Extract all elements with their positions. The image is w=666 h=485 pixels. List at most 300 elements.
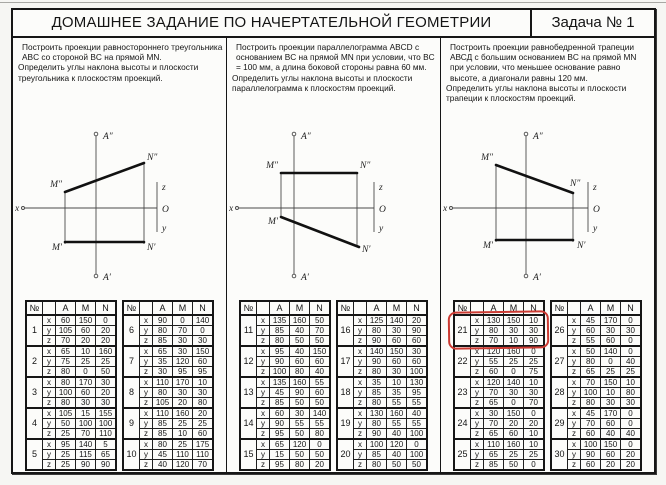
table-cell: 60 — [581, 326, 601, 336]
table-cell: 80 — [56, 377, 76, 388]
table-cell: 0 — [621, 336, 642, 347]
table-header-cell: N — [310, 301, 331, 315]
table-cell: 105 — [56, 326, 76, 336]
table-cell: 40 — [621, 357, 642, 367]
table-cell: y — [257, 419, 270, 429]
table-cell: 50 — [310, 398, 331, 409]
table-cell: z — [354, 429, 367, 440]
table-cell: 100 — [407, 429, 428, 440]
diagram-area-2 — [227, 120, 440, 298]
table-cell: 50 — [310, 450, 331, 460]
table-header-cell — [568, 301, 581, 315]
variant-tables-1 — [13, 298, 226, 472]
table-cell: 140 — [504, 377, 524, 388]
table-cell: 20 — [524, 419, 545, 429]
table-cell: 0 — [621, 408, 642, 419]
label-origin: O — [378, 205, 386, 215]
table-cell: 80 — [367, 326, 387, 336]
table-cell: 25 — [524, 450, 545, 460]
table-cell: y — [257, 450, 270, 460]
label-n1: N′ — [361, 245, 370, 255]
table-cell: 50 — [290, 450, 310, 460]
table-cell: 26 — [551, 315, 568, 346]
table-cell: 0 — [524, 346, 545, 357]
table-cell: 30 — [193, 388, 214, 398]
table-cell: 23 — [454, 377, 471, 408]
table-cell: 130 — [484, 315, 504, 326]
table-header-cell — [354, 301, 367, 315]
table-cell: 30 — [524, 388, 545, 398]
table-header-cell: M — [76, 301, 96, 315]
table-cell: y — [140, 419, 153, 429]
table-cell: z — [568, 398, 581, 409]
table-cell: 30 — [96, 377, 117, 388]
table-header-cell: M — [173, 301, 193, 315]
table-cell: 95 — [270, 460, 290, 471]
table-cell: 10 — [524, 377, 545, 388]
table-cell: 80 — [367, 460, 387, 471]
table-header-cell: № — [26, 301, 43, 315]
table-cell: 0 — [193, 326, 214, 336]
table-cell: 50 — [581, 346, 601, 357]
table-cell: 140 — [387, 315, 407, 326]
table-cell: z — [43, 429, 56, 440]
table-cell: 25 — [504, 450, 524, 460]
work-column-1 — [13, 38, 227, 472]
table-cell: z — [354, 398, 367, 409]
table-cell: 80 — [193, 398, 214, 409]
table-cell: 60 — [581, 460, 601, 471]
table-cell: 70 — [484, 419, 504, 429]
table-cell: 155 — [96, 408, 117, 419]
task-paragraph: Построить проекции равностороннего треугольника ABC со стороной BC на прямой MN. — [22, 42, 223, 63]
table-cell: 0 — [407, 439, 428, 450]
table-cell: y — [471, 419, 484, 429]
table-cell: 50 — [310, 336, 331, 347]
table-cell: 170 — [173, 377, 193, 388]
table-cell: z — [140, 460, 153, 471]
table-cell: 30 — [387, 326, 407, 336]
table-cell: z — [257, 336, 270, 347]
table-cell: x — [354, 346, 367, 357]
table-header-cell: N — [193, 301, 214, 315]
table-cell: 70 — [484, 336, 504, 347]
table-cell: 110 — [153, 408, 173, 419]
table-cell: 90 — [367, 357, 387, 367]
table-cell: 60 — [76, 326, 96, 336]
table-cell: 0 — [621, 419, 642, 429]
table-cell: x — [140, 439, 153, 450]
table-cell: 30 — [504, 326, 524, 336]
table-cell: 70 — [193, 460, 214, 471]
table-cell: x — [471, 439, 484, 450]
table-cell: x — [43, 315, 56, 326]
table-cell: x — [140, 315, 153, 326]
table-cell: 85 — [153, 429, 173, 440]
table-cell: z — [257, 460, 270, 471]
table-cell: 17 — [337, 346, 354, 377]
table-cell: 40 — [153, 460, 173, 471]
table-header-cell: A — [484, 301, 504, 315]
table-cell: 0 — [524, 460, 545, 471]
table-cell: 170 — [76, 377, 96, 388]
table-cell: 10 — [387, 377, 407, 388]
table-cell: 60 — [601, 336, 621, 347]
label-y-axis: y — [592, 224, 597, 234]
table-cell: 75 — [524, 367, 545, 378]
table-cell: 55 — [387, 398, 407, 409]
table-cell: 10 — [601, 388, 621, 398]
table-cell: 120 — [173, 460, 193, 471]
table-cell: 150 — [601, 377, 621, 388]
table-cell: 30 — [484, 408, 504, 419]
table-cell: y — [471, 326, 484, 336]
table-cell: 70 — [581, 377, 601, 388]
table-cell: 25 — [504, 357, 524, 367]
table-cell: 80 — [367, 398, 387, 409]
table-cell: 60 — [407, 336, 428, 347]
table-cell: 40 — [310, 367, 331, 378]
table-cell: 10 — [76, 346, 96, 357]
table-cell: 110 — [153, 377, 173, 388]
table-cell: x — [257, 439, 270, 450]
table-cell: 12 — [240, 346, 257, 377]
table-cell: 14 — [240, 408, 257, 439]
table-cell: x — [354, 408, 367, 419]
table-cell: 25 — [173, 419, 193, 429]
table-cell: 6 — [123, 315, 140, 346]
table-cell: 35 — [387, 388, 407, 398]
table-header-cell: M — [504, 301, 524, 315]
table-cell: 40 — [387, 450, 407, 460]
table-cell: x — [568, 408, 581, 419]
table-cell: 50 — [290, 429, 310, 440]
table-cell: y — [568, 450, 581, 460]
task-text-3 — [441, 38, 654, 120]
table-cell: 80 — [153, 326, 173, 336]
table-cell: 100 — [407, 367, 428, 378]
table-cell: 25 — [621, 367, 642, 378]
table-cell: x — [568, 377, 581, 388]
variant-table-wrap — [239, 300, 331, 471]
table-cell: 30 — [407, 346, 428, 357]
table-cell: 100 — [581, 439, 601, 450]
table-header-cell: № — [551, 301, 568, 315]
table-cell: 90 — [367, 429, 387, 440]
table-header-cell: № — [123, 301, 140, 315]
table-cell: 60 — [193, 429, 214, 440]
table-cell: y — [568, 419, 581, 429]
table-cell: 100 — [56, 388, 76, 398]
table-cell: 85 — [153, 336, 173, 347]
table-cell: 120 — [290, 439, 310, 450]
label-m1: M′ — [267, 217, 278, 227]
table-cell: 130 — [407, 377, 428, 388]
table-cell: 30 — [76, 398, 96, 409]
task-text-1 — [13, 38, 226, 120]
page-title: ДОМАШНЕЕ ЗАДАНИЕ ПО НАЧЕРТАТЕЛЬНОЙ ГЕОМЕТРИИ — [51, 14, 492, 31]
task-paragraph: Определить углы наклона высоты и плоскости параллелограмма к плоскостям проекций. — [232, 72, 413, 93]
table-cell: 85 — [270, 326, 290, 336]
table-cell: y — [354, 419, 367, 429]
table-cell: z — [43, 336, 56, 347]
label-x-axis: x — [442, 204, 447, 214]
table-cell: 19 — [337, 408, 354, 439]
table-cell: z — [568, 460, 581, 471]
table-cell: 110 — [173, 450, 193, 460]
table-cell: z — [568, 367, 581, 378]
table-cell: 13 — [240, 377, 257, 408]
table-cell: 90 — [524, 336, 545, 347]
table-cell: 9 — [123, 408, 140, 439]
table-cell: 150 — [504, 315, 524, 326]
label-m2: M″ — [49, 180, 62, 190]
table-cell: 25 — [56, 460, 76, 471]
projection-diagram-2 — [229, 120, 439, 298]
table-cell: 90 — [270, 419, 290, 429]
table-cell: 140 — [76, 439, 96, 450]
label-a1: A′ — [300, 273, 309, 283]
table-cell: 115 — [76, 450, 96, 460]
table-cell: 100 — [76, 419, 96, 429]
table-header-cell: A — [56, 301, 76, 315]
table-header-cell: A — [270, 301, 290, 315]
table-cell: 20 — [407, 315, 428, 326]
table-cell: z — [43, 367, 56, 378]
variant-table — [25, 300, 117, 471]
projection-diagram-1 — [15, 120, 225, 298]
table-cell: 110 — [193, 450, 214, 460]
table-cell: 90 — [270, 357, 290, 367]
variant-table-wrap — [453, 300, 545, 471]
table-cell: 30 — [96, 398, 117, 409]
table-cell: 75 — [56, 357, 76, 367]
table-cell: x — [43, 377, 56, 388]
table-cell: 24 — [454, 408, 471, 439]
table-cell: 80 — [290, 460, 310, 471]
table-cell: 80 — [484, 326, 504, 336]
table-cell: x — [568, 439, 581, 450]
table-cell: 20 — [504, 419, 524, 429]
label-n1: N′ — [146, 243, 155, 253]
table-cell: x — [471, 346, 484, 357]
table-cell: 50 — [96, 367, 117, 378]
table-cell: 95 — [56, 439, 76, 450]
table-cell: 90 — [581, 450, 601, 460]
variant-tables-3 — [441, 298, 654, 472]
table-cell: 50 — [290, 336, 310, 347]
table-cell: 85 — [367, 388, 387, 398]
label-y-axis: y — [378, 224, 383, 234]
table-cell: 30 — [551, 439, 568, 470]
label-a2: A″ — [102, 132, 113, 142]
table-cell: z — [43, 460, 56, 471]
table-cell: x — [140, 346, 153, 357]
table-cell: x — [257, 315, 270, 326]
table-cell: 10 — [621, 377, 642, 388]
table-cell: 60 — [56, 315, 76, 326]
variant-table — [122, 300, 214, 471]
table-cell: y — [354, 388, 367, 398]
table-cell: 55 — [484, 357, 504, 367]
table-cell: 70 — [524, 398, 545, 409]
table-cell: 45 — [270, 388, 290, 398]
table-cell: 22 — [454, 346, 471, 377]
table-cell: 25 — [76, 357, 96, 367]
table-cell: 20 — [76, 336, 96, 347]
table-cell: 80 — [581, 357, 601, 367]
table-cell: x — [257, 408, 270, 419]
table-cell: 10 — [173, 429, 193, 440]
table-cell: y — [140, 388, 153, 398]
table-cell: 105 — [56, 408, 76, 419]
task-text-2 — [227, 38, 440, 120]
table-cell: y — [43, 326, 56, 336]
table-cell: 15 — [76, 408, 96, 419]
table-cell: 95 — [173, 367, 193, 378]
label-x-axis: x — [228, 204, 233, 214]
table-cell: 170 — [601, 315, 621, 326]
label-a1: A′ — [102, 273, 111, 283]
table-cell: 20 — [621, 460, 642, 471]
table-header-cell — [471, 301, 484, 315]
table-cell: y — [140, 357, 153, 367]
table-cell: 30 — [621, 398, 642, 409]
table-cell: 90 — [407, 326, 428, 336]
header-bar — [13, 10, 654, 38]
task-paragraph: Построить проекции параллелограмма ABCD с основанием BC на прямой MN при условии, что BC = 100 мм, а длина боковой стороны равна 60 мм. — [236, 42, 435, 73]
table-cell: y — [354, 357, 367, 367]
table-cell: y — [257, 388, 270, 398]
table-cell: 95 — [407, 388, 428, 398]
table-cell: 28 — [551, 377, 568, 408]
variant-table-wrap — [122, 300, 214, 471]
table-header-cell: № — [240, 301, 257, 315]
table-cell: z — [568, 336, 581, 347]
table-cell: 15 — [240, 439, 257, 470]
table-cell: 30 — [153, 367, 173, 378]
table-cell: z — [257, 398, 270, 409]
table-cell: x — [43, 408, 56, 419]
table-cell: 21 — [454, 315, 471, 346]
table-cell: 20 — [310, 460, 331, 471]
table-cell: 10 — [504, 336, 524, 347]
table-cell: 90 — [96, 460, 117, 471]
table-cell: 25 — [96, 357, 117, 367]
work-column-3 — [441, 38, 654, 472]
table-cell: 60 — [387, 357, 407, 367]
table-cell: 0 — [504, 367, 524, 378]
task-paragraph: Определить углы наклона высоты и плоскости трапеции к плоскостям проекций. — [446, 82, 627, 104]
table-cell: 30 — [173, 336, 193, 347]
table-cell: 10 — [524, 315, 545, 326]
table-cell: 60 — [290, 357, 310, 367]
table-cell: 150 — [310, 346, 331, 357]
variant-table-wrap — [550, 300, 642, 471]
table-cell: 10 — [524, 429, 545, 440]
table-cell: 0 — [310, 439, 331, 450]
table-cell: 70 — [484, 388, 504, 398]
table-cell: 40 — [601, 429, 621, 440]
table-cell: 140 — [193, 315, 214, 326]
label-z-axis: z — [161, 183, 166, 193]
table-cell: y — [140, 326, 153, 336]
table-cell: x — [568, 315, 581, 326]
table-cell: 0 — [504, 398, 524, 409]
table-cell: 80 — [153, 439, 173, 450]
table-cell: 120 — [484, 377, 504, 388]
table-cell: 10 — [524, 439, 545, 450]
table-cell: 65 — [484, 398, 504, 409]
table-cell: y — [568, 357, 581, 367]
table-cell: 80 — [56, 367, 76, 378]
label-x-axis: x — [14, 204, 19, 214]
table-cell: 160 — [96, 346, 117, 357]
table-cell: z — [354, 336, 367, 347]
table-cell: 50 — [290, 398, 310, 409]
table-cell: x — [471, 377, 484, 388]
table-cell: y — [568, 388, 581, 398]
table-cell: 25 — [601, 367, 621, 378]
table-cell: 30 — [173, 346, 193, 357]
table-cell: 8 — [123, 377, 140, 408]
variant-table — [550, 300, 642, 471]
table-cell: 60 — [76, 388, 96, 398]
table-cell: 100 — [96, 419, 117, 429]
table-cell: 100 — [407, 450, 428, 460]
projection-diagram-3 — [443, 120, 653, 298]
table-header-cell: № — [454, 301, 471, 315]
table-cell: 45 — [581, 408, 601, 419]
table-cell: 150 — [193, 346, 214, 357]
table-cell: 60 — [601, 419, 621, 429]
table-cell: 65 — [484, 429, 504, 440]
table-cell: y — [471, 450, 484, 460]
table-cell: 50 — [504, 460, 524, 471]
table-cell: 35 — [367, 377, 387, 388]
table-cell: 25 — [524, 357, 545, 367]
table-cell: 55 — [310, 377, 331, 388]
table-cell: 15 — [270, 450, 290, 460]
table-cell: 30 — [601, 398, 621, 409]
table-cell: 5 — [96, 439, 117, 450]
table-cell: 25 — [173, 439, 193, 450]
table-cell: 10 — [193, 377, 214, 388]
table-cell: 70 — [581, 419, 601, 429]
table-cell: 10 — [123, 439, 140, 470]
table-cell: 3 — [26, 377, 43, 408]
label-n2: N″ — [359, 161, 370, 171]
label-origin: O — [592, 205, 600, 215]
table-cell: z — [140, 398, 153, 409]
table-cell: 0 — [96, 315, 117, 326]
label-m2: M″ — [480, 153, 493, 163]
table-cell: 90 — [367, 336, 387, 347]
table-cell: 85 — [484, 460, 504, 471]
table-cell: z — [471, 398, 484, 409]
table-cell: 125 — [367, 315, 387, 326]
table-cell: 0 — [621, 346, 642, 357]
table-cell: z — [354, 460, 367, 471]
label-n2: N″ — [146, 153, 157, 163]
table-cell: 40 — [387, 429, 407, 440]
variant-table — [453, 300, 545, 471]
table-cell: 160 — [173, 408, 193, 419]
table-cell: 29 — [551, 408, 568, 439]
label-a2: A″ — [532, 132, 543, 142]
table-cell: z — [471, 460, 484, 471]
label-m1: M′ — [51, 243, 62, 253]
